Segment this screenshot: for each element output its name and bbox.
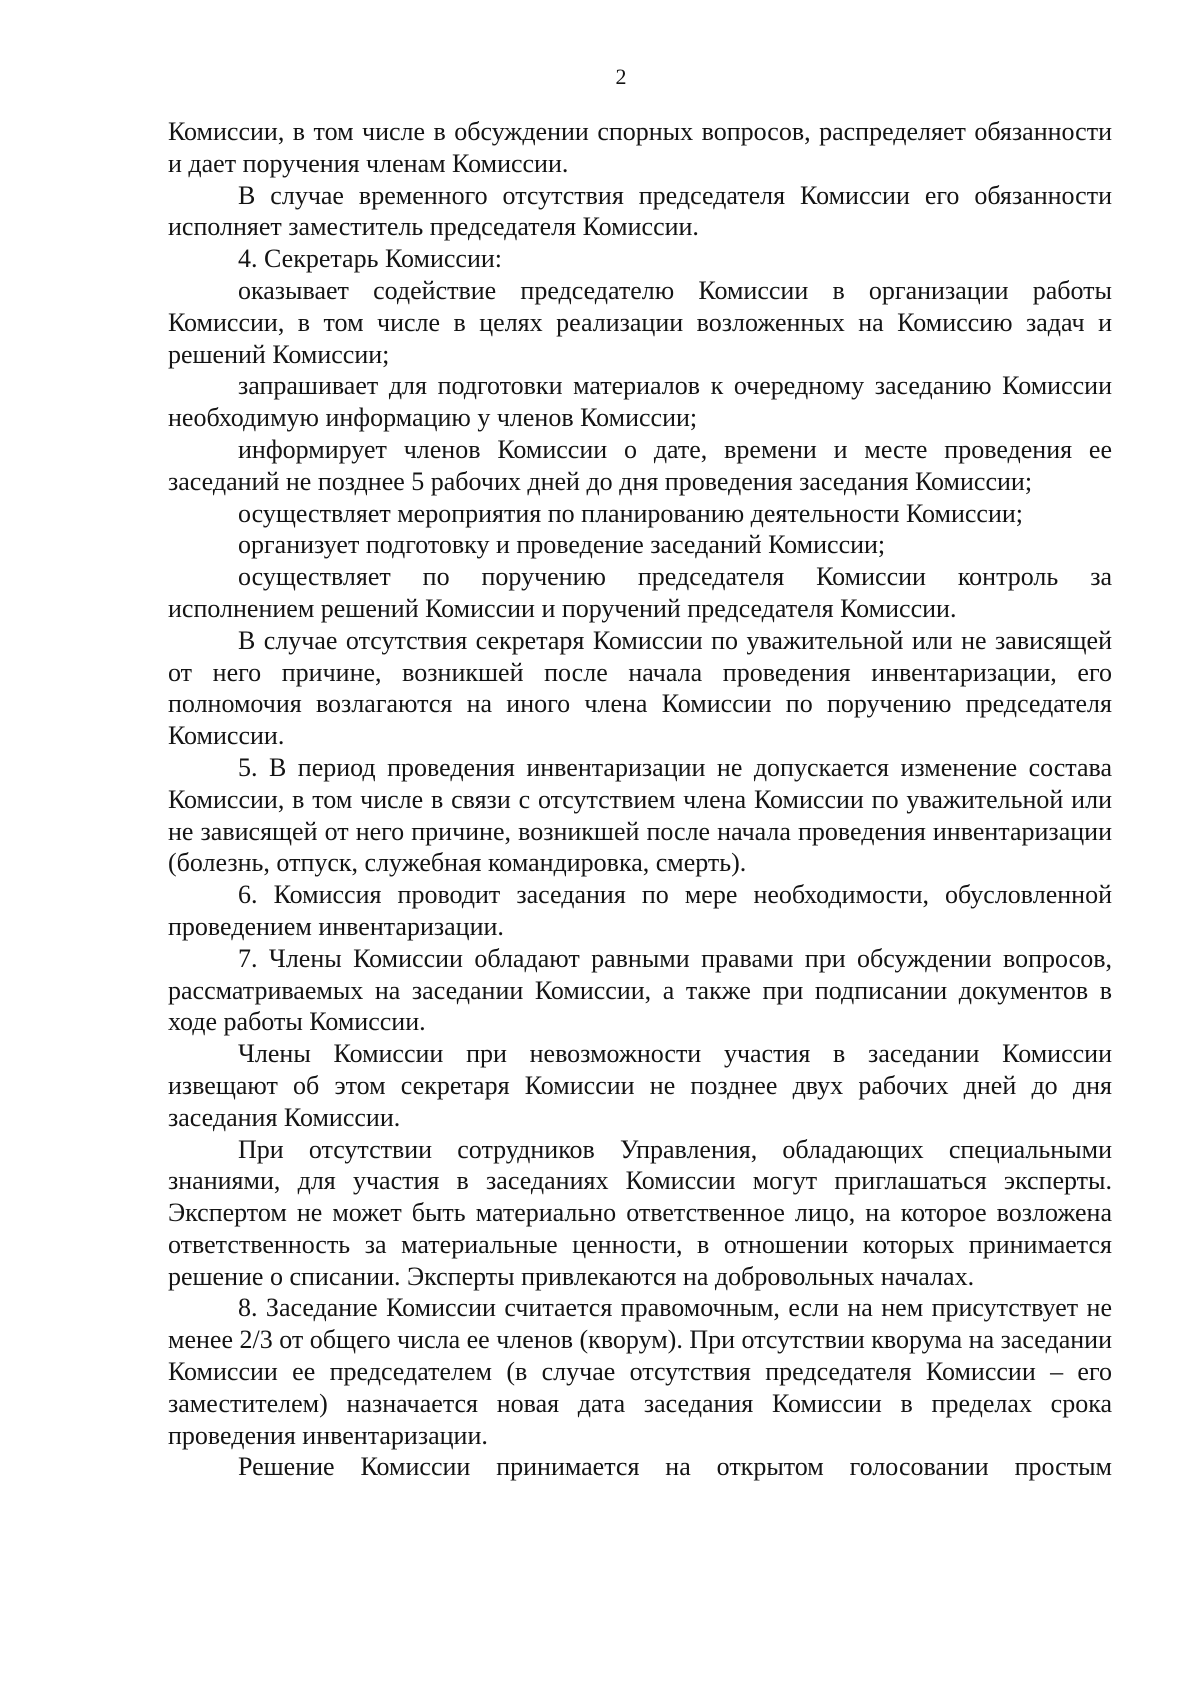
paragraph-secretary-heading: 4. Секретарь Комиссии:	[238, 244, 502, 274]
paragraph-item-8: 8. Заседание Комиссии считается правомочным, если на нем присутствует не менее 2/3 от общего числа ее членов (кворум). При отсутствии кворума на заседании Комиссии ее председателем (в случае отсутствия председателя Комиссии – его заместителем) назначается новая дата заседания Комиссии в пределах срока проведения инвентаризации.	[168, 1293, 1112, 1450]
page-number: 2	[615, 64, 627, 89]
paragraph-secretary-controls: осуществляет по поручению председателя Комиссии контроль за исполнением решений Комиссии и поручений председателя Комиссии.	[168, 562, 1112, 623]
paragraph-item-5: 5. В период проведения инвентаризации не допускается изменение состава Комиссии, в том числе в связи с отсутствием члена Комиссии по уважительной или не зависящей от него причине, возникшей после начала проведения инвентаризации (болезнь, отпуск, служебная командировка, смерть).	[168, 752, 1112, 878]
document-body	[168, 116, 1112, 1483]
paragraph-item-7: 7. Члены Комиссии обладают равными правами при обсуждении вопросов, рассматриваемых на заседании Комиссии, а также при подписании документов в ходе работы Комиссии.	[168, 943, 1112, 1037]
paragraph-continuation: Комиссии, в том числе в обсуждении спорных вопросов, распределяет обязанности и дает поручения членам Комиссии.	[168, 117, 1112, 178]
paragraph-item-6: 6. Комиссия проводит заседания по мере необходимости, обусловленной проведением инвентаризации.	[168, 880, 1112, 941]
paragraph-secretary-organizes: организует подготовку и проведение заседаний Комиссии;	[238, 530, 886, 560]
paragraph-secretary-informs: информирует членов Комиссии о дате, времени и месте проведения ее заседаний не позднее 5 рабочих дней до дня проведения заседания Комиссии;	[168, 434, 1112, 496]
paragraph-members-notice: Члены Комиссии при невозможности участия в заседании Комиссии извещают об этом секретаря Комиссии не позднее двух рабочих дней до дня заседания Комиссии.	[168, 1039, 1112, 1132]
paragraph-secretary-requests: запрашивает для подготовки материалов к очередному заседанию Комиссии необходимую информацию у членов Комиссии;	[168, 371, 1112, 433]
paragraph-decision: Решение Комиссии принимается на открытом голосовании простым	[238, 1452, 1112, 1482]
paragraph-secretary-absence: В случае отсутствия секретаря Комиссии по уважительной или не зависящей от него причине, возникшей после начала проведения инвентаризации, его полномочия возлагаются на иного члена Комиссии по поручению председателя Комиссии.	[168, 625, 1112, 751]
paragraph-secretary-assists: оказывает содействие председателю Комиссии в организации работы Комиссии, в том числе в целях реализации возложенных на Комиссию задач и решений Комиссии;	[168, 275, 1112, 369]
paragraph-secretary-plans: осуществляет мероприятия по планированию деятельности Комиссии;	[238, 498, 1024, 528]
paragraph-deputy-chairman: В случае временного отсутствия председателя Комиссии его обязанности исполняет заместитель председателя Комиссии.	[168, 180, 1112, 242]
paragraph-experts: При отсутствии сотрудников Управления, обладающих специальными знаниями, для участия в заседаниях Комиссии могут приглашаться эксперты. Экспертом не может быть материально ответственное лицо, на которое возложена ответственность за материальные ценности, в отношении которых принимается решение о списании. Эксперты привлекаются на добровольных началах.	[168, 1134, 1112, 1291]
